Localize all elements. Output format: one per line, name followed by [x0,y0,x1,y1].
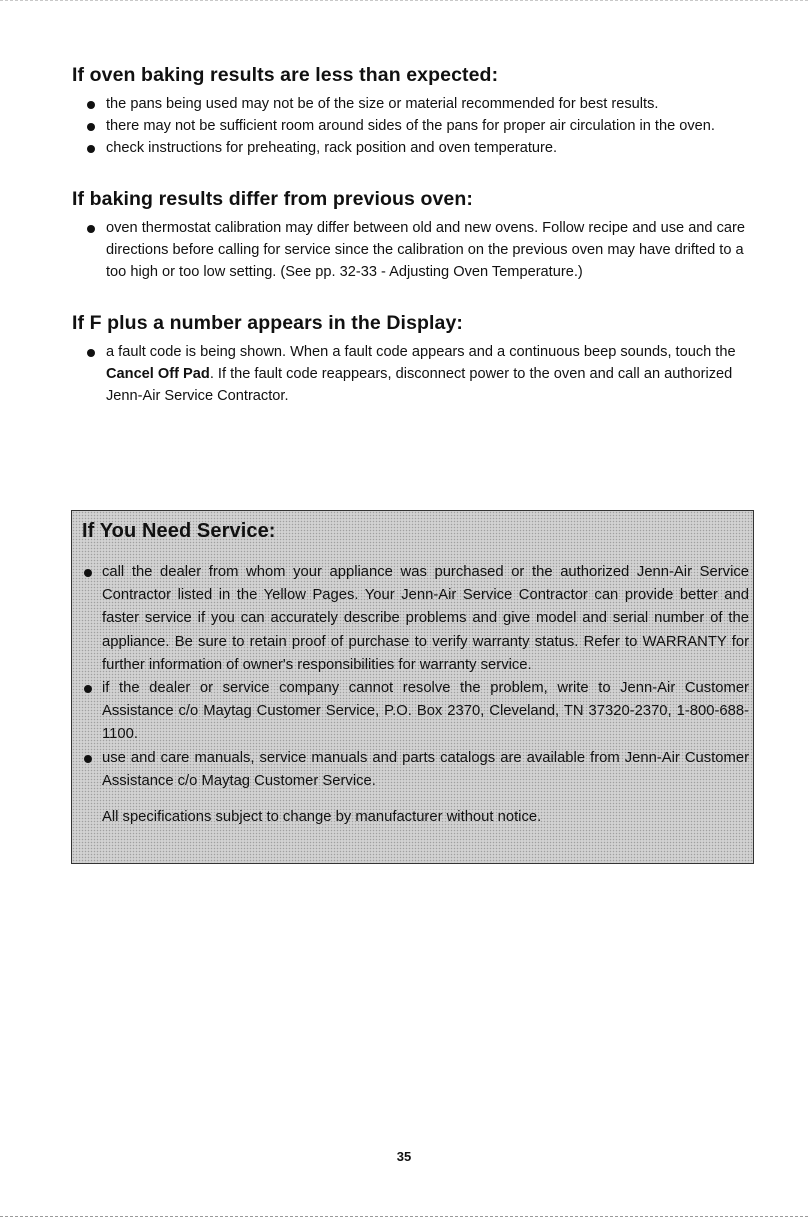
list-item [86,341,762,407]
section-heading: If F plus a number appears in the Display: [72,312,464,334]
bullet-list [72,217,762,283]
list-item: oven thermostat calibration may differ between old and new ovens. Follow recipe and use and care directions before calling for service since the calibration on the previous oven may have drifted to a too high or too low setting. (See pp. 32-33 - Adjusting Oven Temperature.) [86,217,762,283]
list-item: if the dealer or service company cannot resolve the problem, write to Jenn-Air Customer Assistance c/o Maytag Customer Service, P.O. Box 2370, Cleveland, TN 37320-2370, 1-800-688-1100. [78,677,749,747]
service-heading: If You Need Service: [82,520,276,542]
section-baking-less-than-expected [72,64,762,159]
list-item: use and care manuals, service manuals and parts catalogs are available from Jenn-Air Customer Assistance c/o Maytag Customer Service. [78,747,749,793]
section-heading: If oven baking results are less than expected: [72,64,499,86]
bullet-list [72,341,762,407]
list-item: call the dealer from whom your appliance was purchased or the authorized Jenn-Air Service Contractor listed in the Yellow Pages. Your Jenn-Air Service Contractor can provide better and faster service if you can accurately describe problems and give model and serial number of the appliance. Be sure to retain proof of purchase to verify warranty status. Refer to WARRANTY for further information of owner's responsibilities for warranty service. [78,561,749,677]
list-item: check instructions for preheating, rack position and oven temperature. [86,137,762,159]
disclaimer: All specifications subject to change by manufacturer without notice. [102,809,542,826]
section-baking-differs [72,188,762,283]
list-item: there may not be sufficient room around sides of the pans for proper air circulation in the oven. [86,115,762,137]
cancel-off-pad-label: Cancel Off Pad [106,366,210,382]
service-info-box [71,510,754,864]
list-item: the pans being used may not be of the size or material recommended for best results. [86,93,762,115]
page-number: 35 [396,1149,412,1164]
troubleshooting-content [72,64,762,436]
bullet-list [72,93,762,159]
item-text: a fault code is being shown. When a fault code appears and a continuous beep sounds, touch the [106,344,736,360]
service-bullet-list [72,561,753,793]
page-top-edge [0,0,808,5]
item-text: . If the fault code reappears, disconnect power to the oven and call an authorized Jenn-Air Service Contractor. [106,366,733,404]
section-fault-code [72,312,762,407]
section-heading: If baking results differ from previous oven: [72,188,473,210]
page-bottom-edge [0,1216,808,1217]
